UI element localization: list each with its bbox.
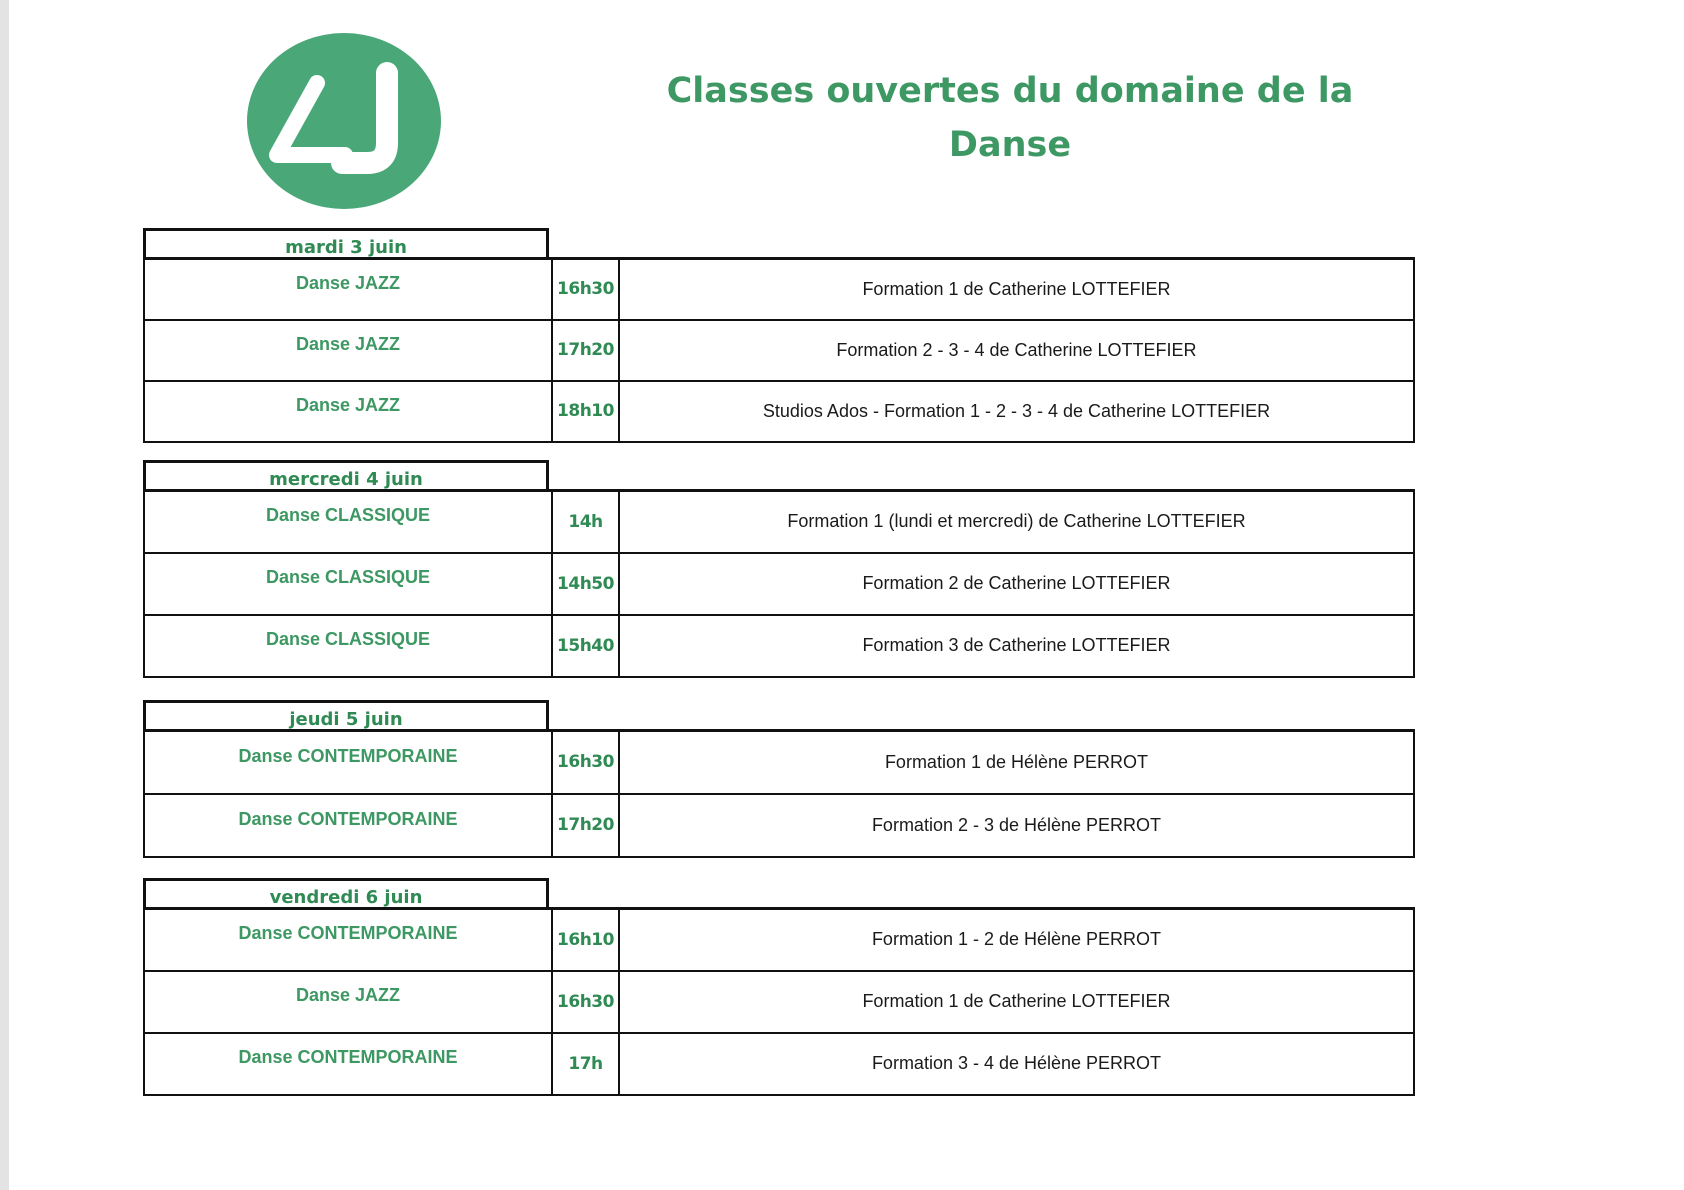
table-row bbox=[144, 615, 1414, 677]
class-description: Formation 2 - 3 - 4 de Catherine LOTTEFIER bbox=[619, 320, 1414, 381]
class-time: 16h30 bbox=[552, 971, 619, 1033]
class-description: Formation 3 de Catherine LOTTEFIER bbox=[619, 615, 1414, 677]
class-type: Danse CONTEMPORAINE bbox=[144, 794, 552, 857]
class-description: Formation 2 de Catherine LOTTEFIER bbox=[619, 553, 1414, 615]
table-row bbox=[144, 259, 1414, 320]
day-label: vendredi 6 juin bbox=[143, 878, 549, 907]
class-type: Danse CLASSIQUE bbox=[144, 553, 552, 615]
class-description: Formation 1 de Hélène PERROT bbox=[619, 731, 1414, 794]
class-type: Danse CONTEMPORAINE bbox=[144, 1033, 552, 1095]
class-time: 17h20 bbox=[552, 794, 619, 857]
class-time: 18h10 bbox=[552, 381, 619, 442]
aj-logo-icon bbox=[247, 33, 441, 209]
class-time: 16h30 bbox=[552, 731, 619, 794]
schedule-table bbox=[143, 257, 1415, 443]
page-title: Classes ouvertes du domaine de la Danse bbox=[666, 71, 1354, 165]
table-row bbox=[144, 381, 1414, 442]
class-description: Formation 1 de Catherine LOTTEFIER bbox=[619, 971, 1414, 1033]
table-row bbox=[144, 320, 1414, 381]
class-type: Danse JAZZ bbox=[144, 381, 552, 442]
class-time: 15h40 bbox=[552, 615, 619, 677]
page-edge bbox=[0, 0, 9, 1190]
class-time: 16h30 bbox=[552, 259, 619, 320]
table-row bbox=[144, 794, 1414, 857]
class-description: Formation 1 (lundi et mercredi) de Catherine LOTTEFIER bbox=[619, 491, 1414, 553]
class-time: 14h bbox=[552, 491, 619, 553]
table-row bbox=[144, 553, 1414, 615]
class-type: Danse CONTEMPORAINE bbox=[144, 909, 552, 971]
schedule-table bbox=[143, 907, 1415, 1096]
class-time: 14h50 bbox=[552, 553, 619, 615]
day-label: mercredi 4 juin bbox=[143, 460, 549, 489]
class-time: 17h20 bbox=[552, 320, 619, 381]
class-description: Studios Ados - Formation 1 - 2 - 3 - 4 de Catherine LOTTEFIER bbox=[619, 381, 1414, 442]
day-section bbox=[143, 460, 1415, 678]
class-type: Danse CLASSIQUE bbox=[144, 615, 552, 677]
class-description: Formation 1 de Catherine LOTTEFIER bbox=[619, 259, 1414, 320]
table-row bbox=[144, 909, 1414, 971]
table-row bbox=[144, 491, 1414, 553]
class-time: 16h10 bbox=[552, 909, 619, 971]
day-label: mardi 3 juin bbox=[143, 228, 549, 257]
schedule-table bbox=[143, 489, 1415, 678]
day-label: jeudi 5 juin bbox=[143, 700, 549, 729]
class-description: Formation 3 - 4 de Hélène PERROT bbox=[619, 1033, 1414, 1095]
class-type: Danse CLASSIQUE bbox=[144, 491, 552, 553]
table-row bbox=[144, 731, 1414, 794]
schedule-table bbox=[143, 729, 1415, 858]
day-section bbox=[143, 700, 1415, 858]
class-type: Danse JAZZ bbox=[144, 971, 552, 1033]
class-type: Danse JAZZ bbox=[144, 320, 552, 381]
class-description: Formation 1 - 2 de Hélène PERROT bbox=[619, 909, 1414, 971]
day-section bbox=[143, 878, 1415, 1096]
table-row bbox=[144, 1033, 1414, 1095]
class-type: Danse JAZZ bbox=[144, 259, 552, 320]
table-row bbox=[144, 971, 1414, 1033]
class-time: 17h bbox=[552, 1033, 619, 1095]
class-type: Danse CONTEMPORAINE bbox=[144, 731, 552, 794]
class-description: Formation 2 - 3 de Hélène PERROT bbox=[619, 794, 1414, 857]
day-section bbox=[143, 228, 1415, 443]
